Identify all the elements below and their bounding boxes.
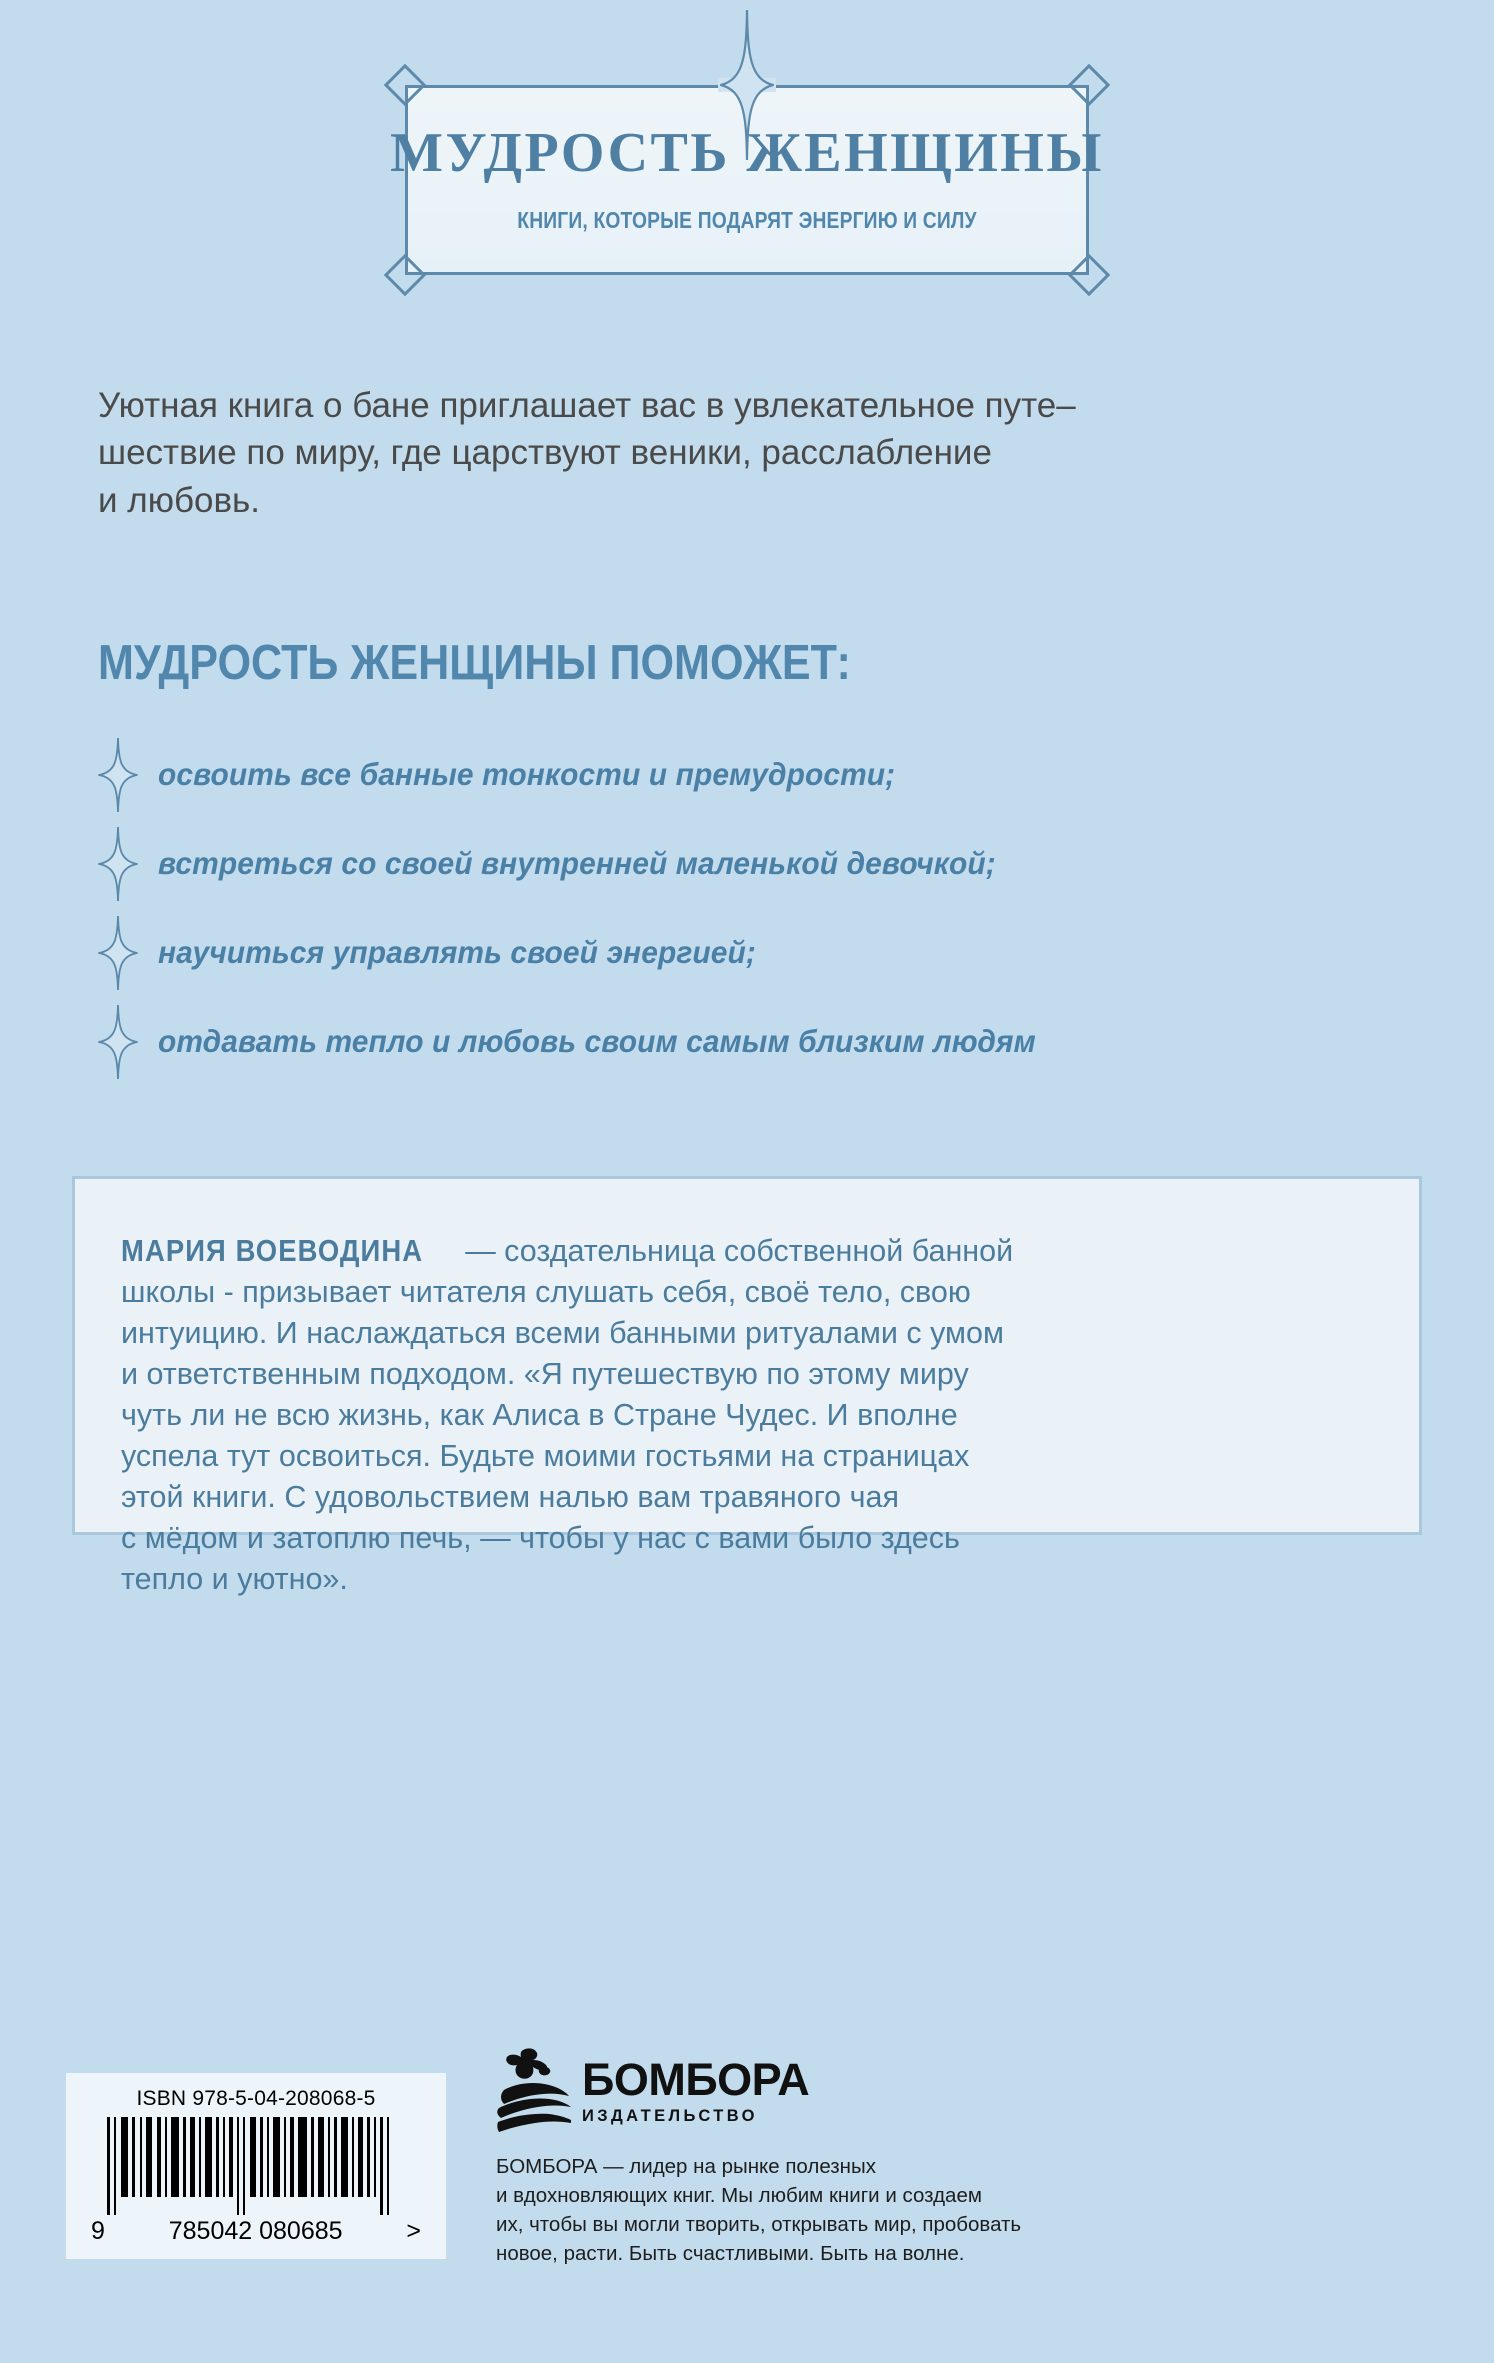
author-bio-line-7: этой книги. С удовольствием налью вам травяного чая bbox=[121, 1480, 899, 1515]
sparkle-icon bbox=[98, 916, 138, 990]
publisher-description-line-1: БОМБОРА — лидер на рынке полезных bbox=[496, 2155, 876, 2178]
publisher-kind: ИЗДАТЕЛЬСТВО bbox=[582, 2107, 758, 2126]
sparkle-icon bbox=[98, 1005, 138, 1079]
author-bio-line-5: чуть ли не всю жизнь, как Алиса в Стране Чудес. И вполне bbox=[121, 1398, 958, 1433]
barcode-digit-suffix: > bbox=[406, 2217, 421, 2245]
publisher-description-line-4: новое, расти. Быть счастливыми. Быть на волне. bbox=[496, 2242, 965, 2266]
publisher-logo-row bbox=[496, 2046, 1056, 2138]
sparkle-icon bbox=[98, 738, 138, 812]
list-item-label: встреться со своей внутренней маленькой девочкой; bbox=[158, 845, 996, 881]
benefits-heading: МУДРОСТЬ ЖЕНЩИНЫ ПОМОЖЕТ: bbox=[98, 636, 851, 690]
author-bio-line-1-rest: — создательница собственной банной bbox=[456, 1234, 1014, 1268]
author-bio-box bbox=[72, 1176, 1422, 1597]
publisher-block bbox=[496, 2046, 1056, 2268]
intro-line-2: шествие по миру, где царствуют веники, расслабление bbox=[98, 433, 992, 473]
series-badge-subtitle: КНИГИ, КОТОРЫЕ ПОДАРЯТ ЭНЕРГИЮ И СИЛУ bbox=[517, 207, 977, 233]
list-item-label: освоить все банные тонкости и премудрости; bbox=[158, 756, 896, 792]
author-name: МАРИЯ ВОЕВОДИНА bbox=[121, 1234, 424, 1268]
list-item bbox=[88, 997, 1408, 1086]
benefits-list bbox=[88, 730, 1408, 1086]
list-item bbox=[88, 730, 1408, 819]
author-bio-line-6: успела тут освоиться. Будьте моими гостьями на страницах bbox=[121, 1439, 970, 1474]
isbn-barcode-block bbox=[66, 2073, 446, 2259]
barcode-digits bbox=[91, 2217, 421, 2246]
list-item-label: научиться управлять своей энергией; bbox=[158, 934, 756, 970]
author-bio-line-2: школы - призывает читателя слушать себя, своё тело, свою bbox=[121, 1275, 971, 1310]
publisher-names bbox=[582, 2046, 809, 2126]
intro-paragraph bbox=[98, 382, 1400, 524]
publisher-description bbox=[496, 2152, 1056, 2268]
publisher-description-line-2: и вдохновляющих книг. Мы любим книги и создаем bbox=[496, 2184, 982, 2208]
isbn-label: ISBN 978-5-04-208068-5 bbox=[136, 2087, 376, 2110]
author-bio-line-3: интуицию. И наслаждаться всеми банными ритуалами с умом bbox=[121, 1316, 1004, 1351]
sparkle-icon bbox=[98, 827, 138, 901]
list-item bbox=[88, 819, 1408, 908]
barcode-image bbox=[101, 2117, 411, 2215]
author-bio-line-4: и ответственным подходом. «Я путешествую по этому миру bbox=[121, 1357, 969, 1392]
publisher-description-line-3: их, чтобы вы могли творить, открывать мир, пробовать bbox=[496, 2213, 1022, 2237]
author-bio-line-1 bbox=[121, 1231, 1373, 1272]
intro-line-1: Уютная книга о бане приглашает вас в увлекательное путе– bbox=[98, 386, 1076, 425]
publisher-name: БОМБОРА bbox=[582, 2054, 810, 2105]
author-bio-line-9: тепло и уютно». bbox=[121, 1562, 348, 1597]
list-item bbox=[88, 908, 1408, 997]
intro-line-3: и любовь. bbox=[98, 480, 261, 520]
bombora-figure-icon bbox=[496, 2046, 572, 2136]
series-badge bbox=[383, 63, 1111, 297]
author-bio-line-8: с мёдом и затоплю печь, — чтобы у нас с вами было здесь bbox=[121, 1521, 960, 1556]
list-item-label: отдавать тепло и любовь своим самым близким людям bbox=[158, 1023, 1036, 1059]
series-badge-title: МУДРОСТЬ ЖЕНЩИНЫ bbox=[390, 122, 1104, 184]
barcode-digits-main: 785042 080685 bbox=[168, 2217, 343, 2245]
barcode-digit-prefix: 9 bbox=[91, 2217, 105, 2245]
